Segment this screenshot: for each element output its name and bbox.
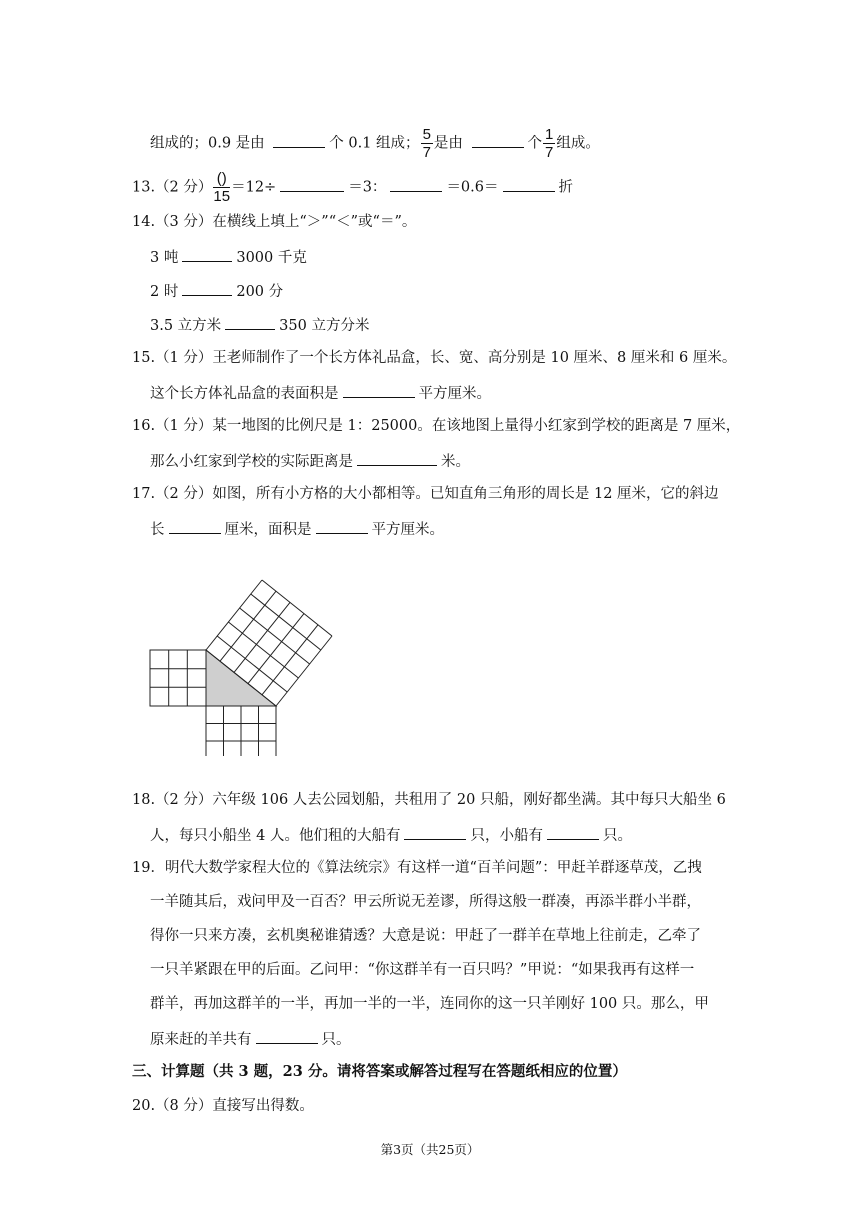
text: ＝3：: [348, 179, 387, 196]
answer-blank[interactable]: [182, 280, 232, 296]
text: 平方厘米。: [371, 522, 444, 538]
question-14-stem: 14.（3 分）在横线上填上“＞”“＜”或“＝”。: [132, 214, 417, 230]
text: 平方厘米。: [418, 386, 491, 402]
answer-blank[interactable]: [357, 450, 437, 466]
answer-blank[interactable]: [182, 246, 232, 262]
compare-item: [150, 246, 307, 268]
text: 个 0.1 组成；: [329, 135, 420, 152]
question-prefix: 13.（2 分）: [132, 179, 213, 196]
text: 这个长方体礼品盒的表面积是: [150, 386, 339, 402]
grid-line: [234, 602, 290, 672]
answer-blank[interactable]: [169, 518, 221, 534]
left-square-grid: [150, 650, 206, 706]
text: 2 时: [150, 284, 179, 300]
text: 组成。: [556, 135, 600, 152]
question-19-line: 群羊，再加这群羊的一半，再加一半的一半，连同你的这一只羊刚好 100 只。那么，甲: [150, 996, 709, 1012]
text: ＝0.6＝: [446, 179, 499, 196]
answer-blank[interactable]: [225, 314, 275, 330]
grid-line: [228, 622, 298, 678]
answer-blank[interactable]: [256, 1028, 318, 1044]
question-19-line: 一羊随其后，戏问甲及一百否？甲云所说无差谬，所得这般一群凑，再添半群小半群，: [150, 894, 701, 910]
grid-line: [262, 625, 318, 695]
answer-blank[interactable]: [316, 518, 368, 534]
text: 只。: [321, 1032, 351, 1048]
text: ＝12÷: [231, 179, 277, 196]
question-19-last-line: [150, 1028, 351, 1050]
grid-line: [262, 580, 332, 636]
compare-item: [150, 280, 283, 302]
text: 人，每只小船坐 4 人。他们租的大船有: [150, 828, 401, 844]
question-18-line1: 18.（2 分）六年级 106 人去公园划船，共租用了 20 只船，刚好都坐满。其中每只大船坐 6: [132, 792, 726, 808]
text: 是由: [433, 135, 463, 152]
compare-item: [150, 314, 369, 336]
text: 只，小船有: [470, 828, 543, 844]
answer-blank[interactable]: [503, 176, 555, 192]
text: 组成的；0.9 是由: [150, 135, 265, 152]
text: 3.5 立方米: [150, 318, 222, 334]
text: 3 吨: [150, 250, 179, 266]
fraction: $\frac{5}{7}$: [422, 126, 431, 161]
text: 3000 千克: [236, 250, 307, 266]
answer-blank[interactable]: [273, 132, 325, 148]
question-15-line1: 15.（1 分）王老师制作了一个长方体礼品盒，长、宽、高分别是 10 厘米、8 厘米和 6 厘米。: [132, 350, 737, 366]
grid-line: [220, 591, 276, 661]
text: 350 立方分米: [279, 318, 370, 334]
question-19-line: 一只羊紧跟在甲的后面。乙问甲：“你这群羊有一百只吗？”甲说：“如果我再有这样一: [150, 962, 695, 978]
question-15-line2: [150, 382, 491, 404]
answer-blank[interactable]: [547, 824, 599, 840]
grid-line: [248, 614, 304, 684]
grid-line: [206, 580, 262, 650]
answer-blank[interactable]: [280, 176, 344, 192]
question-17-line2: [150, 518, 444, 540]
text: 个: [527, 135, 543, 152]
page-footer: 第3页（共25页）: [380, 1142, 480, 1157]
text: 长: [150, 522, 165, 538]
question-17-line1: 17.（2 分）如图，所有小方格的大小都相等。已知直角三角形的周长是 12 厘米，它的斜边: [132, 486, 719, 502]
text: 厘米，面积是: [224, 522, 312, 538]
answer-blank[interactable]: [472, 132, 524, 148]
pythagoras-grid-figure: [148, 576, 348, 756]
grid-line: [276, 636, 332, 706]
text: 200 分: [236, 284, 284, 300]
grid-line: [251, 594, 321, 650]
bottom-square-grid: [206, 706, 276, 756]
question-19-line: 19．明代大数学家程大位的《算法统宗》有这样一道“百羊问题”：甲赶羊群逐草茂，乙拽: [132, 860, 702, 876]
answer-blank[interactable]: [404, 824, 466, 840]
question-20: 20.（8 分）直接写出得数。: [132, 1098, 314, 1114]
section-heading: 三、计算题（共 3 题，23 分。请将答案或解答过程写在答题纸相应的位置）: [132, 1063, 627, 1080]
line-continuation: [150, 126, 600, 161]
text: 那么小红家到学校的实际距离是: [150, 454, 353, 470]
text: 原来赶的羊共有: [150, 1032, 252, 1048]
question-13: [132, 170, 573, 205]
question-16-line1: 16.（1 分）某一地图的比例尺是 1：25000。在该地图上量得小红家到学校的距离是 7 厘米，: [132, 418, 741, 434]
fraction: $\frac{1}{7}$: [545, 126, 554, 161]
question-19-line: 得你一只来方凑，玄机奥秘谁猜透？大意是说：甲赶了一群羊在草地上往前走，乙牵了: [150, 928, 701, 944]
answer-blank[interactable]: [390, 176, 442, 192]
question-16-line2: [150, 450, 470, 472]
text: 折: [558, 179, 573, 196]
question-18-line2: [150, 824, 632, 846]
answer-blank[interactable]: [343, 382, 415, 398]
fraction: $\frac{()}{15}$: [213, 170, 231, 205]
grid-line: [240, 608, 310, 664]
text: 只。: [602, 828, 632, 844]
text: 米。: [441, 454, 470, 470]
